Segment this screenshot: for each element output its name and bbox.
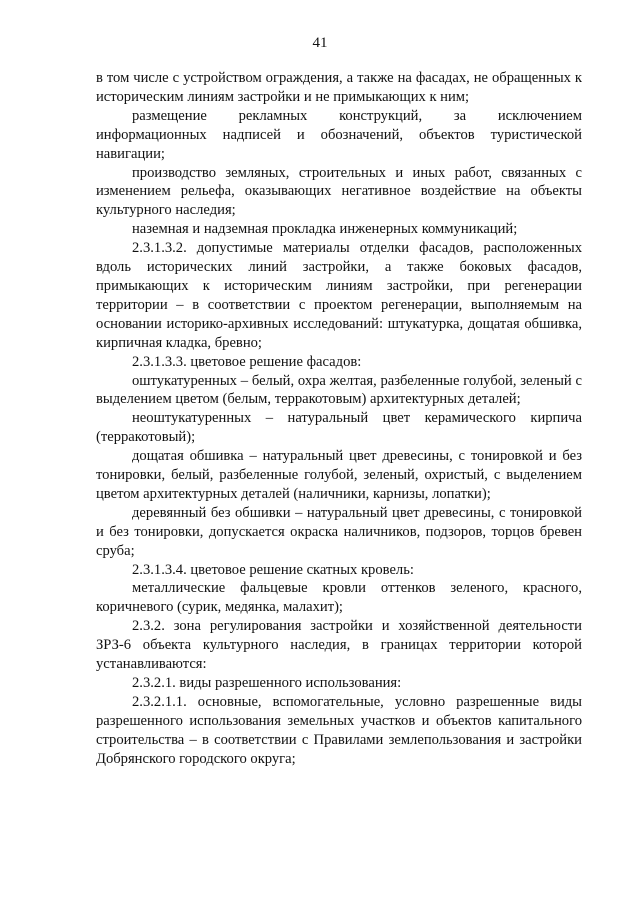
- paragraph: металлические фальцевые кровли оттенков зеленого, красного, коричневого (сурик, медянка, малахит);: [96, 580, 582, 616]
- paragraph: 2.3.2.1. виды разрешенного использования:: [132, 675, 402, 691]
- document-body: [96, 69, 582, 769]
- paragraph: 2.3.2.1.1. основные, вспомогательные, условно разрешенные виды разрешенного использования земельных участков и объектов капитального строительства – в соответствии с Правилами землепользования и застройки Добрянского городского округа;: [96, 693, 582, 767]
- paragraph: дощатая обшивка – натуральный цвет древесины, с тонировкой и без тонировки, белый, разбеленные голубой, зеленый, охристый, с выделением цветом архитектурных деталей (наличники, карнизы, лопатки);: [96, 448, 582, 502]
- paragraph: 2.3.2. зона регулирования застройки и хозяйственной деятельности ЗРЗ-6 объекта культурного наследия, в границах территории которой устанавливаются:: [96, 618, 582, 673]
- paragraph: неоштукатуренных – натуральный цвет керамического кирпича (терракотовый);: [96, 410, 582, 446]
- paragraph: оштукатуренных – белый, охра желтая, разбеленные голубой, зеленый с выделением цветом (белым, терракотовым) архитектурных деталей;: [96, 372, 582, 408]
- paragraph: производство земляных, строительных и иных работ, связанных с изменением рельефа, оказывающих негативное воздействие на объекты культурного наследия;: [96, 164, 582, 219]
- paragraph: 2.3.1.3.3. цветовое решение фасадов:: [132, 353, 362, 370]
- paragraph: наземная и надземная прокладка инженерных коммуникаций;: [132, 221, 518, 238]
- paragraph: 2.3.1.3.2. допустимые материалы отделки фасадов, расположенных вдоль исторических линий застройки, а также боковых фасадов, примыкающих к историческим линиям застройки, при регенерации территории – в соответствии с проектом регенерации, выполняемым на основании историко-архивных исследований: штукатурка, дощатая обшивка, кирпичная кладка, бревно;: [96, 240, 582, 351]
- paragraph: в том числе с устройством ограждения, а также на фасадах, не обращенных к историческим линиям застройки и не примыкающих к ним;: [96, 70, 582, 105]
- paragraph: размещение рекламных конструкций, за исключением информационных надписей и обозначений, объектов туристической навигации;: [96, 107, 582, 162]
- paragraph: 2.3.1.3.4. цветовое решение скатных кровель:: [132, 561, 414, 578]
- paragraph: деревянный без обшивки – натуральный цвет древесины, с тонировкой и без тонировки, допускается окраска наличников, подзоров, торцов бревен сруба;: [96, 504, 582, 559]
- page-number: 41: [312, 35, 328, 51]
